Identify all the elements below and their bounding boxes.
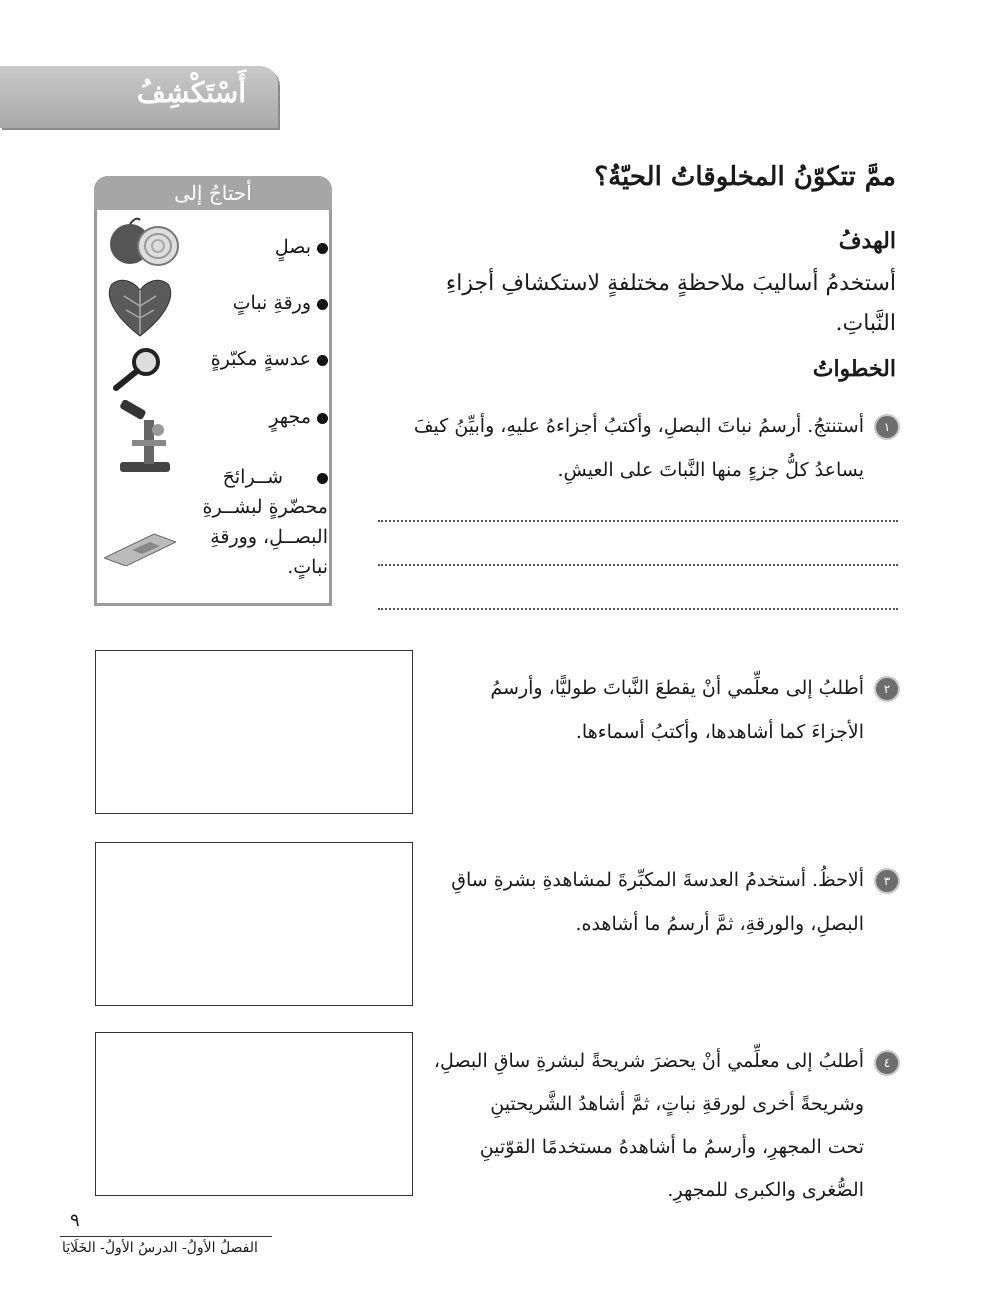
drawing-box[interactable] — [95, 1032, 413, 1196]
answer-line[interactable] — [378, 608, 898, 610]
step-3-text: ألاحظُ. أستخدمُ العدسةَ المكبِّرةَ لمشاهدةِ بشرةِ ساقِ البصلِ، والورقةِ، ثمَّ أرسمُ ما أشاهده. — [451, 869, 864, 935]
microscope-icon — [110, 400, 176, 474]
page-number: ٩ — [70, 1210, 80, 1231]
magnifier-icon — [110, 346, 164, 392]
onion-icon — [106, 216, 180, 270]
goal-text: أستخدمُ أساليبَ ملاحظةٍ مختلفةٍ لاستكشافِ أجزاءِ النَّباتِ. — [445, 271, 896, 336]
step-number: ٣ — [874, 868, 900, 894]
section-title: أَسْتَكْشِفُ — [136, 76, 246, 109]
material-item-microscope: مجهرٍ — [269, 406, 328, 428]
step-1-text: أستنتجُ. أرسمُ نباتَ البصلِ، وأكتبُ أجزاءهُ عليهِ، وأبيِّنُ كيفَ يساعدُ كلُّ جزءٍ منها النَّباتَ على العيشِ. — [413, 415, 864, 481]
material-item-onion: بصلٍ — [275, 236, 328, 258]
slide-icon — [104, 530, 176, 566]
answer-line[interactable] — [378, 564, 898, 566]
footer-divider — [60, 1236, 272, 1237]
step-2-text: أطلبُ إلى معلِّمي أنْ يقطعَ النَّباتَ طوليًّا، وأرسمُ الأجزاءَ كما أشاهدها، وأكتبُ أسماءها. — [490, 677, 864, 743]
goal-heading: الهدفُ — [838, 228, 896, 254]
drawing-box[interactable] — [95, 650, 413, 814]
step-number: ٢ — [874, 676, 900, 702]
step-number: ١ — [874, 414, 900, 440]
step-number: ٤ — [874, 1050, 900, 1076]
answer-line[interactable] — [378, 520, 898, 522]
material-item-leaf: ورقةِ نباتٍ — [233, 292, 328, 314]
page-question: ممَّ تتكوّنُ المخلوقاتُ الحيّةُ؟ — [594, 162, 896, 192]
materials-title: أحتاجُ إلى — [94, 176, 332, 210]
chapter-label: الفصلُ الأولُ- الدرسُ الأولُ- الخَلَايَا — [62, 1240, 258, 1256]
drawing-box[interactable] — [95, 842, 413, 1006]
steps-heading: الخطواتُ — [812, 356, 896, 382]
step-4-text: أطلبُ إلى معلِّمي أنْ يحضرَ شريحةً لبشرةِ ساقِ البصلِ، وشريحةً أخرى لورقةِ نباتٍ، ثمَّ أشاهدُ الشَّريحتينِ تحت المجهرِ، وأرسمُ ما أشاهدهُ مستخدمًا القوّتينِ الصُّغرى والكبرى للمجهرِ. — [433, 1050, 864, 1201]
material-item-slides: شــرائحَ محضّرةٍ لبشــرةِ البصــلِ، وورقةِ نباتٍ. — [202, 466, 328, 578]
leaf-icon — [104, 276, 176, 338]
material-item-magnifier: عدسةٍ مكبّرةٍ — [211, 348, 328, 370]
